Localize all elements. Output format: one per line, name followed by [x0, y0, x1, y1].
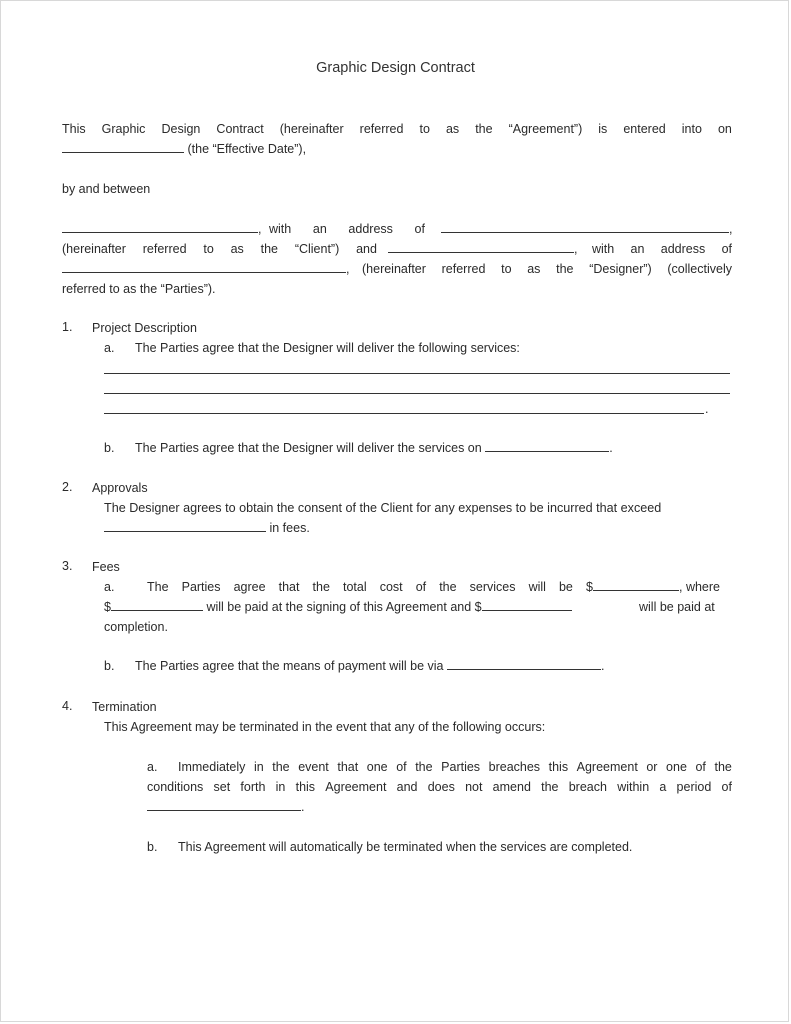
intro-word: Contract — [216, 122, 264, 136]
parties-line-1: , — [62, 221, 261, 237]
deposit-blank — [111, 599, 203, 611]
balance-blank — [482, 599, 572, 611]
effective-date-blank — [62, 141, 184, 153]
services-blank-3 — [104, 413, 704, 414]
designer-name: , — [388, 241, 577, 257]
intro-word: “Agreement”) — [508, 122, 583, 136]
client-address: , — [441, 221, 732, 237]
parties-line-3: (hereinafter referred to as the “Designer”) (collectively — [362, 262, 732, 276]
intro-word: Design — [161, 122, 201, 136]
intro-word: the — [475, 122, 493, 136]
intro-line-2 — [62, 141, 306, 157]
intro-word: is — [598, 122, 608, 136]
section-4a-line-2: conditions set forth in this Agreement and does not amend the breach within a period of — [147, 780, 732, 794]
parties-with-address: with an address of — [269, 222, 425, 236]
section-2-heading: Approvals — [92, 481, 148, 495]
by-and-between: by and between — [62, 182, 151, 196]
client-address-blank — [441, 221, 729, 233]
breach-period-blank — [147, 799, 301, 811]
fees-limit-blank — [104, 520, 266, 532]
intro-word: referred — [359, 122, 404, 136]
designer-name-blank — [388, 241, 574, 253]
section-2-text-1: The Designer agrees to obtain the consent of the Client for any expenses to be incurred that exceed — [104, 501, 662, 515]
designer-address-blank — [62, 261, 346, 273]
section-4-heading: Termination — [92, 700, 157, 714]
intro-word: to — [419, 122, 430, 136]
intro-word: Graphic — [101, 122, 146, 136]
services-blank-1 — [104, 373, 730, 374]
section-1-heading: Project Description — [92, 321, 197, 335]
section-4a-line-1: Immediately in the event that one of the Parties breaches this Agreement or one of the — [178, 760, 732, 774]
parties-line-4: referred to as the “Parties”). — [62, 282, 216, 296]
designer-address: , — [62, 261, 349, 277]
section-1-number: 1. — [62, 320, 73, 334]
section-3b-text: The Parties agree that the means of payment will be via . — [135, 659, 605, 673]
section-4-intro: This Agreement may be terminated in the event that any of the following occurs: — [104, 720, 546, 734]
services-period: . — [705, 402, 709, 416]
section-3a-line-2: $ will be paid at the signing of this Agreement and $ — [104, 599, 572, 615]
section-4b-text: This Agreement will automatically be terminated when the services are completed. — [178, 840, 633, 854]
section-3b-label: b. — [104, 659, 115, 673]
intro-word: entered — [623, 122, 666, 136]
effective-date-label: (the “Effective Date”), — [187, 142, 307, 156]
parties-line-2-left: (hereinafter referred to as the “Client”) and — [62, 242, 377, 256]
section-3a-line-3: completion. — [104, 620, 168, 634]
section-2-number: 2. — [62, 480, 73, 494]
parties-line-2-right: with an address of — [592, 242, 732, 256]
section-4a-line-3: . — [147, 799, 304, 815]
services-blank-2 — [104, 393, 730, 394]
total-cost: , where — [593, 579, 720, 595]
intro-word: as — [445, 122, 460, 136]
intro-word: into — [681, 122, 702, 136]
section-3a-label: a. — [104, 580, 115, 594]
document-title: Graphic Design Contract — [316, 60, 475, 76]
section-3-number: 3. — [62, 559, 73, 573]
section-3a-line-1: The Parties agree that the total cost of the services will be $ — [147, 580, 593, 594]
section-1a-text: The Parties agree that the Designer will deliver the following services: — [135, 341, 520, 355]
total-cost-blank — [593, 579, 679, 591]
intro-word: on — [717, 122, 732, 136]
section-2-text-2: in fees. — [104, 520, 310, 536]
client-name-blank — [62, 221, 258, 233]
section-1b-label: b. — [104, 441, 115, 455]
section-4a-label: a. — [147, 760, 158, 774]
payment-method-blank — [447, 658, 601, 670]
intro-word: (hereinafter — [279, 122, 344, 136]
section-3-heading: Fees — [92, 560, 120, 574]
delivery-date-blank — [485, 440, 609, 452]
section-3a-line-2-end: will be paid at — [639, 600, 715, 614]
intro-line-1 — [62, 121, 732, 137]
section-4-number: 4. — [62, 699, 73, 713]
section-4b-label: b. — [147, 840, 158, 854]
section-1a-label: a. — [104, 341, 115, 355]
intro-word: This — [62, 122, 86, 136]
section-1b-text: The Parties agree that the Designer will deliver the services on . — [135, 441, 613, 455]
